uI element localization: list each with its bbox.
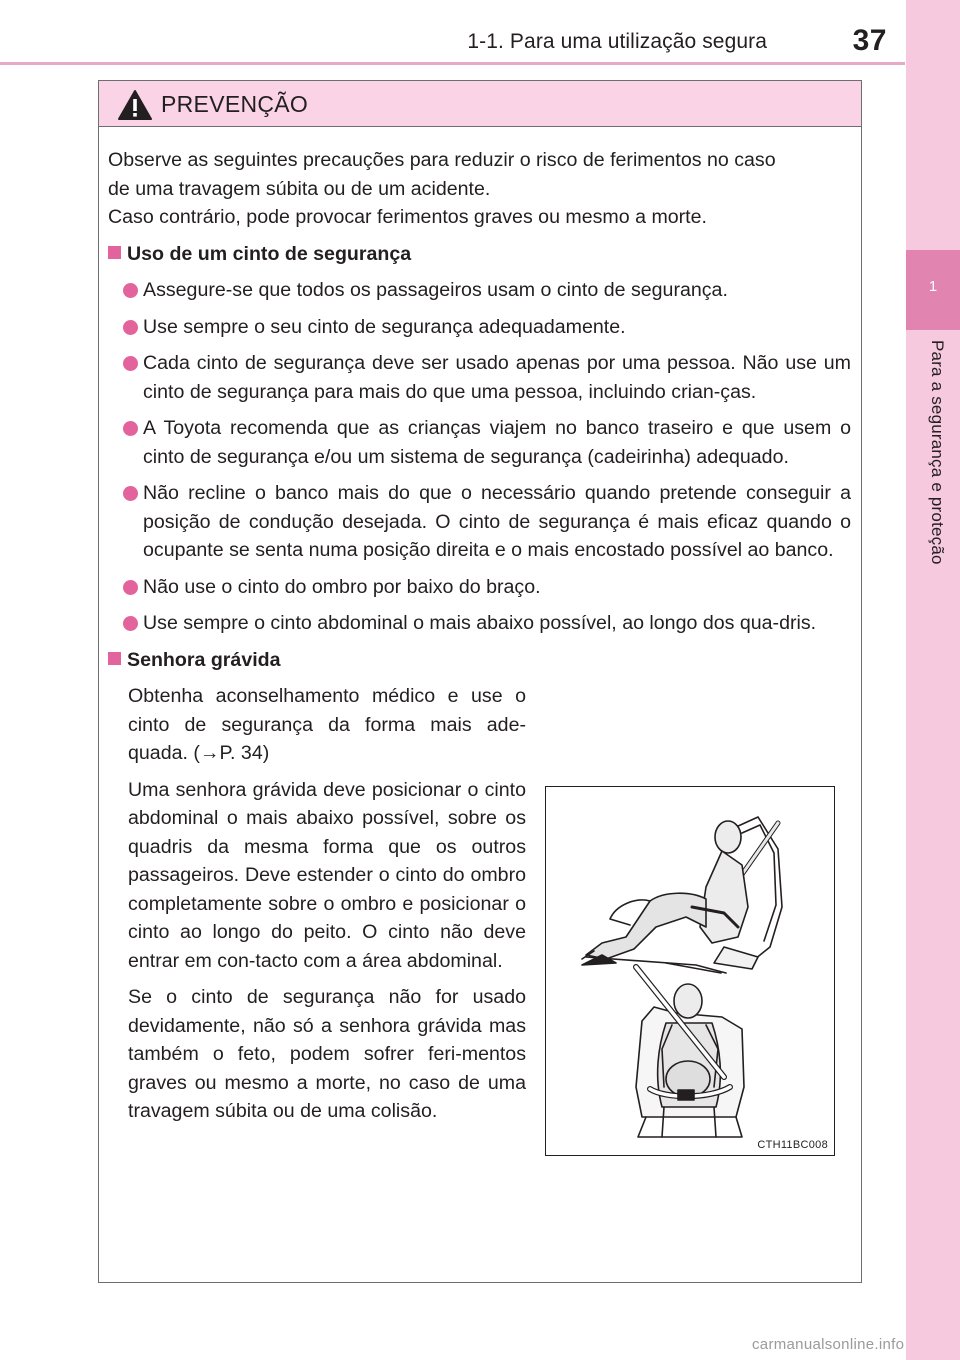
figure-code: CTH11BC008: [757, 1139, 828, 1151]
section-heading-text: Uso de um cinto de segurança: [127, 242, 412, 265]
bullet-text: Use sempre o cinto abdominal o mais abaixo possível, ao longo dos qua-dris.: [143, 612, 817, 634]
round-bullet-icon: [123, 580, 138, 595]
warning-title: PREVENÇÃO: [161, 91, 309, 117]
page-header: [0, 0, 905, 66]
section-heading-pregnant: [108, 646, 851, 675]
page-number: 37: [852, 24, 887, 57]
bullet-item: [108, 414, 851, 471]
intro-line: de uma travagem súbita ou de um acidente.: [108, 177, 491, 200]
bullet-text: Use sempre o seu cinto de segurança adequadamente.: [143, 315, 626, 338]
section-heading-text: Senhora grávida: [127, 648, 281, 671]
square-bullet-icon: [108, 652, 121, 665]
bullet-item: [108, 313, 851, 342]
round-bullet-icon: [123, 283, 138, 298]
section-title: 1-1. Para uma utilização segura: [467, 30, 767, 53]
header-rule: [0, 62, 905, 65]
bullet-text: Cada cinto de segurança deve ser usado apenas por uma pessoa. Não use um cinto de segurança para mais do que uma pessoa, incluindo crian-ças.: [143, 352, 851, 403]
bullet-text: Não use o cinto do ombro por baixo do braço.: [143, 575, 541, 598]
warning-header: [99, 81, 861, 127]
round-bullet-icon: [123, 421, 138, 436]
bullet-text: A Toyota recomenda que as crianças viajem no banco traseiro e que usem o cinto de segurança e/ou um sistema de segurança (cadeirinha) adequado.: [143, 417, 851, 468]
illustration-drawing: [546, 787, 836, 1157]
bullet-item: [108, 479, 851, 565]
chapter-side-tab: [906, 0, 960, 1360]
round-bullet-icon: [123, 320, 138, 335]
round-bullet-icon: [123, 356, 138, 371]
section-heading-seatbelt-use: [108, 240, 851, 269]
warning-intro: [108, 146, 851, 232]
round-bullet-icon: [123, 616, 138, 631]
paragraph: Obtenha aconselhamento médico e use o cinto de segurança da forma mais ade-quada. (→P. 34): [128, 685, 526, 764]
paragraph: Uma senhora grávida deve posicionar o cinto abdominal o mais abaixo possível, sobre os quadris da mesma forma que os outros passageiros. Deve estender o cinto do ombro completamente sobre o ombro e posicionar o cinto ao longo do peito. O cinto não deve entrar em con-tacto com a área abdominal.: [128, 778, 526, 972]
bullet-item: [108, 276, 851, 305]
watermark: carmanualsonline.info: [752, 1336, 905, 1353]
bullet-item: [108, 349, 851, 406]
pregnant-text: [128, 682, 526, 1126]
intro-line: Caso contrário, pode provocar ferimentos graves ou mesmo a morte.: [108, 206, 707, 228]
intro-line: Observe as seguintes precauções para reduzir o risco de ferimentos no caso: [108, 149, 776, 171]
bullet-item: [108, 573, 851, 602]
warning-triangle-icon: [117, 89, 153, 121]
bullet-item: [108, 609, 851, 638]
round-bullet-icon: [123, 486, 138, 501]
chapter-number: 1: [906, 250, 960, 330]
bullet-text: Não recline o banco mais do que o necessário quando pretende conseguir a posição de condução desejada. O cinto de segurança é mais eficaz quando o ocupante se senta numa posição direita e o mais encostado possível ao banco.: [143, 482, 851, 561]
bullet-text: Assegure-se que todos os passageiros usam o cinto de segurança.: [143, 279, 728, 301]
paragraph: Se o cinto de segurança não for usado devidamente, não só a senhora grávida mas também o feto, podem sofrer feri-mentos graves ou mesmo a morte, no caso de uma travagem súbita ou de uma colisão.: [128, 986, 526, 1122]
pregnant-seatbelt-illustration: [545, 786, 835, 1156]
chapter-title: Para a segurança e proteção: [928, 340, 947, 565]
square-bullet-icon: [108, 246, 121, 259]
